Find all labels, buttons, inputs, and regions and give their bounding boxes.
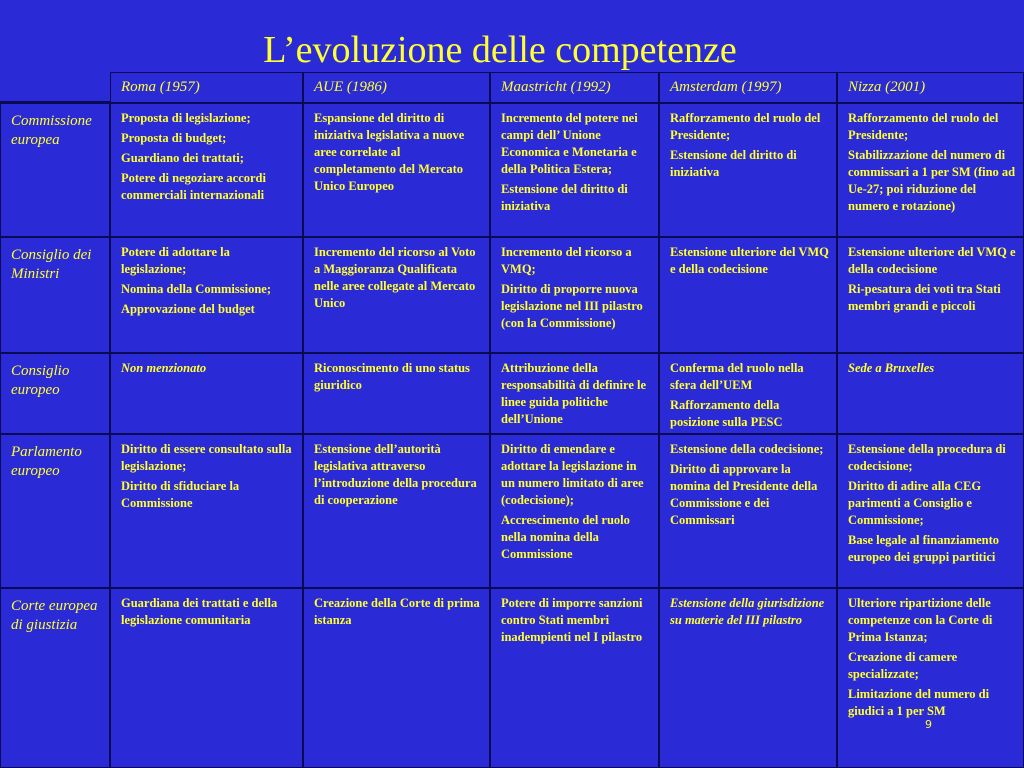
- table-cell: [659, 103, 837, 237]
- table-cell: [303, 434, 490, 588]
- cell-text: Potere di negoziare accordi commerciali internazionali: [121, 171, 266, 202]
- cell-text: Estensione del diritto di iniziativa: [670, 148, 797, 179]
- cell-text: Rafforzamento della posizione sulla PESC: [670, 398, 783, 429]
- cell-text: Estensione della codecisione;: [670, 442, 824, 456]
- table-cell: [490, 588, 659, 768]
- cell-text: Estensione della procedura di codecisione;: [848, 442, 1006, 473]
- cell-text: Guardiano dei trattati;: [121, 151, 244, 165]
- cell-text: Conferma del ruolo nella sfera dell’UEM: [670, 361, 804, 392]
- cell-text: Incremento del potere nei campi dell’ Unione Economica e Monetaria e della Politica Estera;: [501, 111, 638, 176]
- table-cell: [659, 237, 837, 353]
- cell-text: Creazione di camere specializzate;: [848, 650, 958, 681]
- cell-text: Incremento del ricorso a VMQ;: [501, 245, 632, 276]
- table-cell: [490, 434, 659, 588]
- table-cell: [659, 588, 837, 768]
- table-cell: [110, 434, 303, 588]
- column-header: Amsterdam (1997): [659, 72, 837, 103]
- cell-text: Diritto di sfiduciare la Commissione: [121, 479, 240, 510]
- row-header: Commissione europea: [0, 103, 110, 237]
- table-cell: [110, 103, 303, 237]
- slide-title: L’evoluzione delle competenze: [263, 29, 737, 71]
- cell-text: Riconoscimento di uno status giuridico: [314, 361, 470, 392]
- table-cell: [110, 353, 303, 434]
- cell-text: Estensione del diritto di iniziativa: [501, 182, 628, 213]
- cell-text: Estensione della giurisdizione su materie del III pilastro: [670, 596, 825, 627]
- cell-text: Proposta di legislazione;: [121, 111, 251, 125]
- table-cell: [490, 237, 659, 353]
- cell-text: Estensione ulteriore del VMQ e della codecisione: [848, 245, 1016, 276]
- cell-text: Non menzionato: [121, 361, 207, 375]
- cell-text: Diritto di adire alla CEG parimenti a Consiglio e Commissione;: [848, 479, 982, 527]
- cell-text: Diritto di proporre nuova legislazione nel III pilastro (con la Commissione): [501, 282, 643, 330]
- table-cell: [303, 353, 490, 434]
- cell-text: Diritto di emendare e adottare la legislazione in un numero limitato di aree (codecisione);: [501, 442, 644, 507]
- row-header: Corte europea di giustizia: [0, 588, 110, 768]
- cell-text: Limitazione del numero di giudici a 1 per SM: [848, 687, 990, 718]
- cell-text: Accrescimento del ruolo nella nomina della Commissione: [501, 513, 630, 561]
- column-header: Roma (1957): [110, 72, 303, 103]
- cell-text: Rafforzamento del ruolo del Presidente;: [670, 111, 821, 142]
- cell-text: Stabilizzazione del numero di commissari a 1 per SM (fino ad Ue-27; poi riduzione del numero e rotazione): [848, 148, 1016, 213]
- table-cell: [659, 434, 837, 588]
- table-cell: [110, 588, 303, 768]
- table-cell: [837, 588, 1024, 768]
- cell-text: Proposta di budget;: [121, 131, 227, 145]
- table-cell: [303, 103, 490, 237]
- cell-text: Espansione del diritto di iniziativa legislativa a nuove aree correlate al completamento del Mercato Unico Europeo: [314, 111, 465, 193]
- cell-text: Ri-pesatura dei voti tra Stati membri grandi e piccoli: [848, 282, 1001, 313]
- row-header: Consiglio europeo: [0, 353, 110, 434]
- cell-text: Attribuzione della responsabilità di definire le linee guida politiche dell’Unione: [501, 361, 647, 426]
- cell-text: Guardiana dei trattati e della legislazione comunitaria: [121, 596, 278, 627]
- table-cell: [837, 237, 1024, 353]
- table-cell: [110, 237, 303, 353]
- cell-text: Estensione dell’autorità legislativa attraverso l’introduzione della procedura di cooperazione: [314, 442, 477, 507]
- cell-text: Ulteriore ripartizione delle competenze con la Corte di Prima Istanza;: [848, 596, 993, 644]
- table-cell: [490, 103, 659, 237]
- column-header: Maastricht (1992): [490, 72, 659, 103]
- cell-text: Approvazione del budget: [121, 302, 255, 316]
- row-header: Consiglio dei Ministri: [0, 237, 110, 353]
- cell-text: Nomina della Commissione;: [121, 282, 271, 296]
- cell-text: Diritto di approvare la nomina del Presidente della Commissione e dei Commissari: [670, 462, 818, 527]
- column-header: Nizza (2001): [837, 72, 1024, 103]
- page-number: 9: [925, 718, 932, 731]
- table-cell: [659, 353, 837, 434]
- table-cell: [303, 237, 490, 353]
- cell-text: Creazione della Corte di prima istanza: [314, 596, 480, 627]
- cell-text: Base legale al finanziamento europeo dei gruppi partitici: [848, 533, 1000, 564]
- cell-text: Sede a Bruxelles: [848, 361, 935, 375]
- table-cell: [303, 588, 490, 768]
- table-cell: [490, 353, 659, 434]
- cell-text: Potere di adottare la legislazione;: [121, 245, 230, 276]
- table-cell: [837, 103, 1024, 237]
- row-header: Parlamento europeo: [0, 434, 110, 588]
- cell-text: Potere di imporre sanzioni contro Stati membri inadempienti nel I pilastro: [501, 596, 643, 644]
- table-cell: [837, 353, 1024, 434]
- cell-text: Incremento del ricorso al Voto a Maggioranza Qualificata nelle aree collegate al Mercato Unico: [314, 245, 476, 310]
- cell-text: Rafforzamento del ruolo del Presidente;: [848, 111, 999, 142]
- table-cell: [837, 434, 1024, 588]
- column-header: AUE (1986): [303, 72, 490, 103]
- cell-text: Diritto di essere consultato sulla legislazione;: [121, 442, 292, 473]
- cell-text: Estensione ulteriore del VMQ e della codecisione: [670, 245, 829, 276]
